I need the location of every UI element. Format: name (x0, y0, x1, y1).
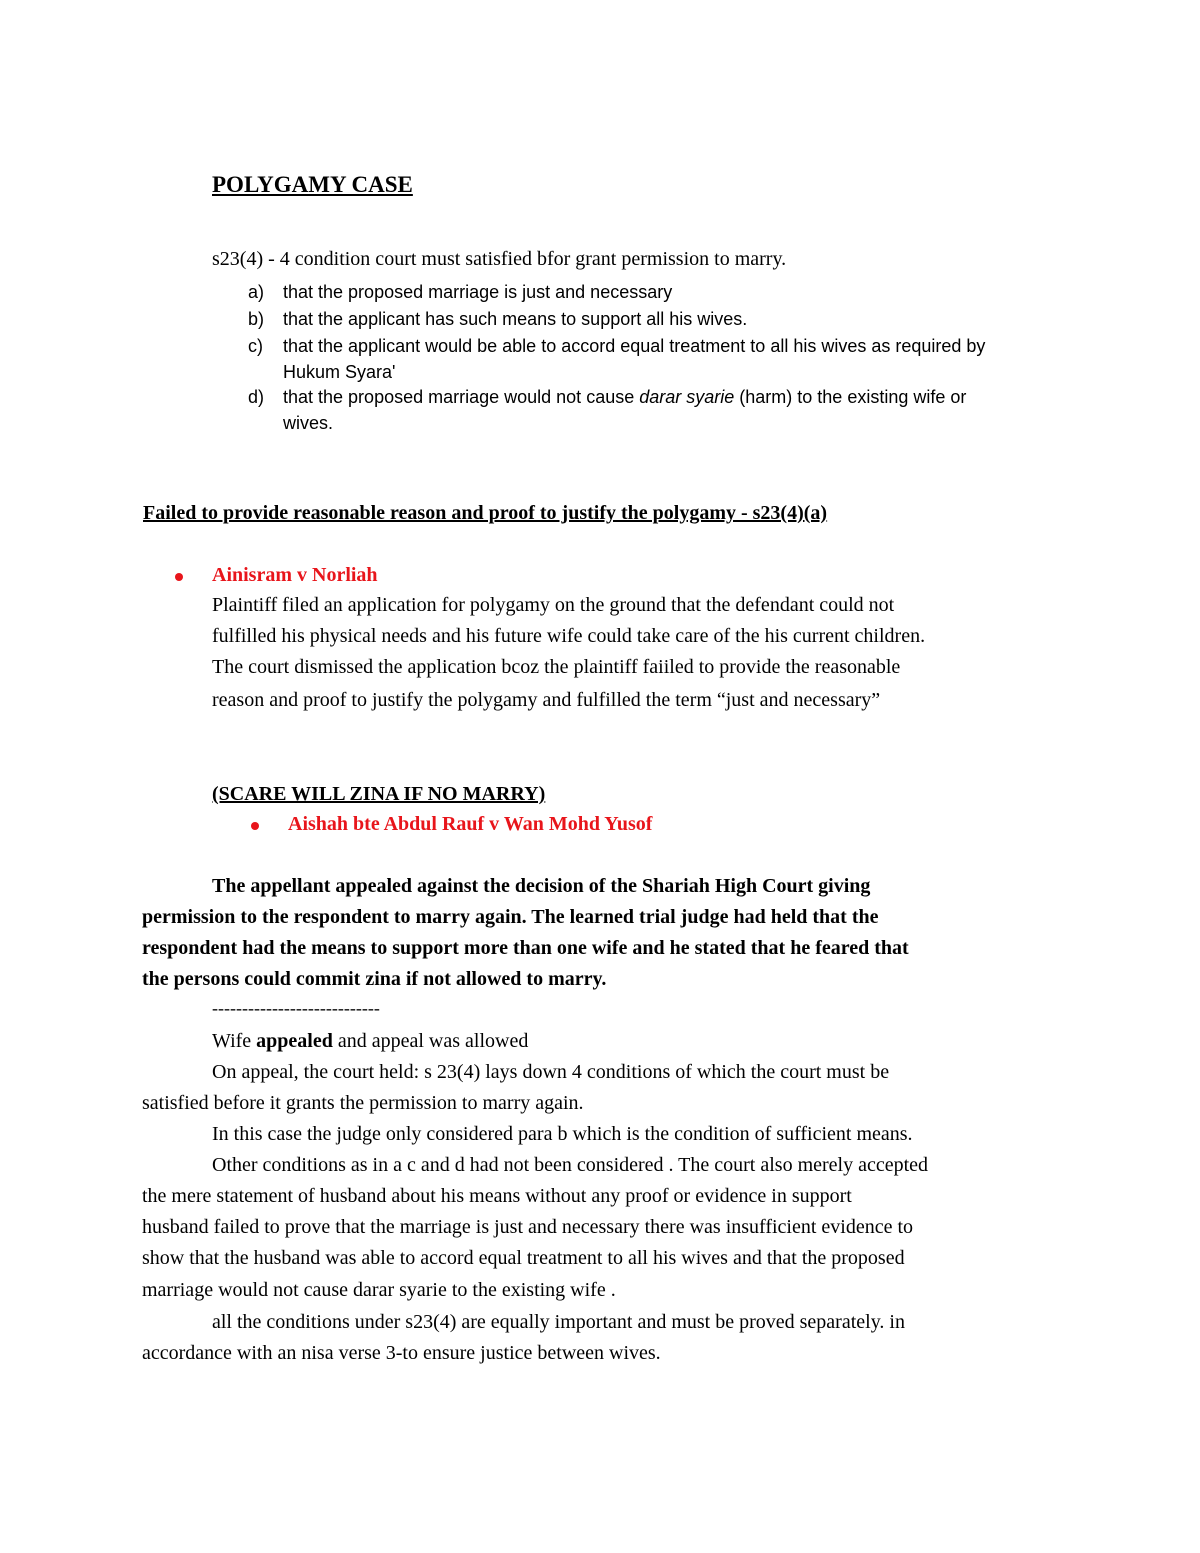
appeal-text: and appeal was allowed (332, 1030, 529, 1052)
intro-line: s23(4) - 4 condition court must satisfied bfor grant permission to marry. (212, 248, 787, 270)
section-heading: (SCARE WILL ZINA IF NO MARRY) (212, 783, 546, 805)
para-b-line: In this case the judge only considered para b which is the condition of sufficient means. (212, 1123, 913, 1145)
other-conditions-line: Other conditions as in a c and d had not been considered . The court also merely accepted (212, 1154, 929, 1176)
held-line: satisfied before it grants the permission to marry again. (142, 1092, 584, 1114)
case-name: Ainisram v Norliah (212, 564, 378, 586)
summary-line: permission to the respondent to marry again. The learned trial judge had held that the (142, 906, 879, 928)
summary-line: respondent had the means to support more than one wife and he stated that he feared that (142, 937, 909, 959)
final-line: accordance with an nisa verse 3-to ensure justice between wives. (142, 1342, 661, 1364)
bullet-icon (175, 573, 183, 581)
condition-marker: c) (248, 336, 263, 356)
summary-line: The appellant appealed against the decision of the Shariah High Court giving (212, 875, 871, 897)
condition-text-continued: Hukum Syara' (283, 362, 396, 382)
condition-b (248, 306, 1078, 332)
other-conditions-line: husband failed to prove that the marriage is just and necessary there was insufficient evidence to (142, 1216, 914, 1238)
other-conditions-line: marriage would not cause darar syarie to the existing wife . (142, 1279, 616, 1301)
case-name: Aishah bte Abdul Rauf v Wan Mohd Yusof (288, 813, 653, 835)
condition-text-continued: wives. (283, 413, 334, 433)
case-text-line: Plaintiff filed an application for polygamy on the ground that the defendant could not (212, 594, 895, 616)
final-line: all the conditions under s23(4) are equally important and must be proved separately. in (212, 1311, 905, 1333)
condition-marker: b) (248, 309, 265, 329)
appeal-text: Wife (212, 1030, 257, 1052)
bullet-icon (251, 822, 259, 830)
condition-text (283, 384, 966, 410)
condition-text: that the applicant would be able to accord equal treatment to all his wives as required by (283, 336, 986, 356)
condition-d (248, 384, 1078, 436)
summary-line: the persons could commit zina if not allowed to marry. (142, 968, 607, 990)
condition-marker: a) (248, 282, 265, 302)
held-line: On appeal, the court held: s 23(4) lays down 4 conditions of which the court must be (212, 1061, 890, 1083)
section-heading: Failed to provide reasonable reason and proof to justify the polygamy - s23(4)(a) (143, 502, 828, 524)
condition-a (248, 279, 1078, 305)
appeal-bold: appealed (256, 1030, 333, 1052)
case-text-line: The court dismissed the application bcoz the plaintiff faiiled to provide the reasonable (212, 656, 901, 678)
other-conditions-line: the mere statement of husband about his means without any proof or evidence in support (142, 1185, 852, 1207)
condition-text-part: that the proposed marriage would not cause (283, 387, 640, 407)
condition-italic-term: darar syarie (639, 387, 735, 407)
condition-text: that the proposed marriage is just and necessary (283, 282, 673, 302)
condition-marker: d) (248, 387, 265, 407)
divider: ---------------------------- (212, 998, 380, 1018)
other-conditions-line: show that the husband was able to accord equal treatment to all his wives and that the proposed (142, 1247, 905, 1269)
case-text-line: reason and proof to justify the polygamy and fulfilled the term “just and necessary” (212, 689, 881, 711)
case-text-line: fulfilled his physical needs and his future wife could take care of the his current children. (212, 625, 926, 647)
page-title: POLYGAMY CASE (212, 172, 413, 197)
condition-text: that the applicant has such means to support all his wives. (283, 309, 748, 329)
condition-text-part: (harm) to the existing wife or (734, 387, 967, 407)
condition-c (248, 333, 1078, 385)
appeal-line (212, 1030, 528, 1053)
